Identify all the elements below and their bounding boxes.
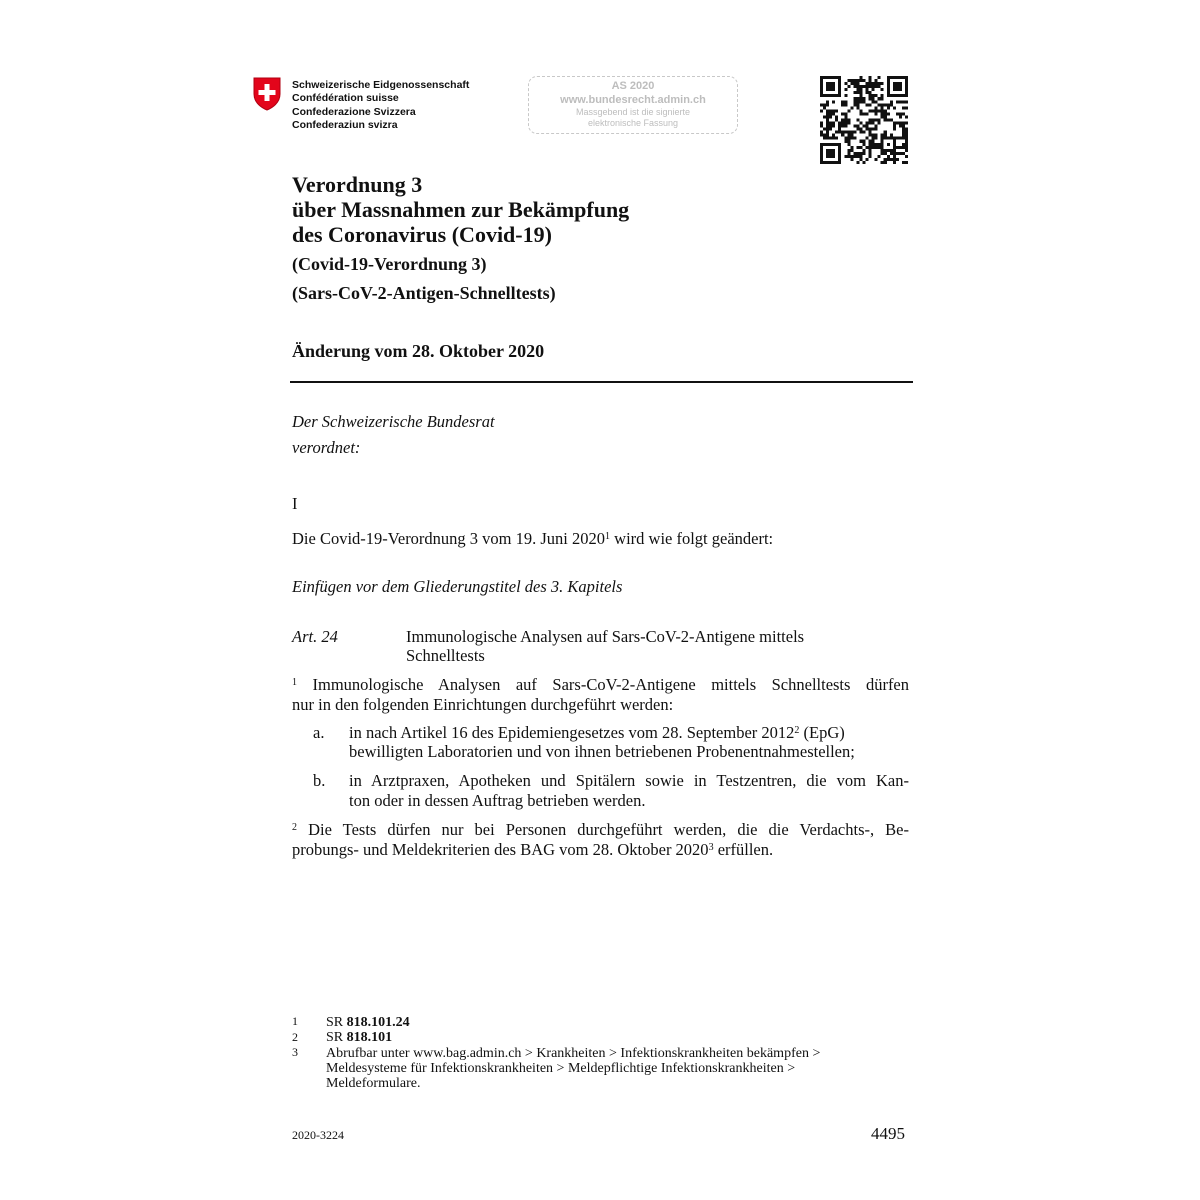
footnote-1-prefix: SR [326,1015,347,1030]
footnote-3-line-3: Meldeformulare. [326,1075,421,1091]
footnote-2-sr-number: 818.101 [346,1030,393,1045]
amendment-date: Änderung vom 28. Oktober 2020 [292,341,545,361]
footnote-ref-1: 1 [605,531,611,542]
paragraph-2 [292,820,909,860]
insertion-instruction: Einfügen vor dem Gliederungstitel des 3. Kapitels [292,577,623,596]
item-a-label: a. [313,723,325,742]
stamp-note2: elektronische Fassung [587,118,679,128]
item-a-text-end: (EpG) [799,723,845,742]
paragraph-2-line-1 [292,820,909,840]
paragraph-1-line-1 [292,675,909,695]
article-title-line-1: Immunologische Analysen auf Sars-CoV-2-Antigene mittels [406,627,805,646]
footnote-3 [326,1047,820,1091]
footnote-1 [326,1016,410,1031]
article-number: Art. 24 [292,627,338,646]
item-a-line-1 [349,723,845,743]
footnote-3-number: 3 [292,1045,298,1059]
footnote-3-line-1: Abrufbar unter www.bag.admin.ch > Krankheiten > Infektionskrankheiten bekämpfen > [326,1046,821,1061]
qr-code-icon [820,76,908,164]
page-number: 4495 [871,1124,905,1143]
item-a-line-2: bewilligten Laboratorien und von ihnen betriebenen Probenentnahmestellen; [349,742,855,761]
paragraph-1-line-2: nur in den folgenden Einrichtungen durchgeführt werden: [292,695,674,714]
swiss-crest-icon [252,76,282,112]
item-a-text: in nach Artikel 16 des Epidemiengesetzes vom 28. September 2012 [349,723,795,742]
title-line-3: des Coronavirus (Covid-19) [292,222,552,247]
paragraph-2-text-2: probungs- und Meldekriterien des BAG vom 28. Oktober 2020 [292,840,709,859]
footnote-3-line-2: Meldesysteme für Infektionskrankheiten > Meldepflichtige Infektionskrankheiten > [326,1060,796,1076]
short-title-topic: (Sars-CoV-2-Antigen-Schnelltests) [292,283,556,303]
title-line-2: über Massnahmen zur Bekämpfung [292,197,630,222]
intro-text: Die Covid-19-Verordnung 3 vom 19. Juni 2020 [292,529,606,548]
confederation-names [292,79,469,133]
official-publication-stamp [528,76,738,134]
stamp-note1: Massgebend ist die signierte [575,107,691,117]
intro-text-end: wird wie folgt geändert: [610,529,774,548]
short-title: (Covid-19-Verordnung 3) [292,254,487,274]
footnote-1-number: 1 [292,1014,298,1028]
title-line-1: Verordnung 3 [292,172,423,197]
item-b-line-2: ton oder in dessen Auftrag betrieben werden. [349,791,646,810]
footnote-1-sr-number: 818.101.24 [346,1015,410,1030]
preamble-verb: verordnet: [292,438,361,457]
item-b-text [349,771,909,811]
footnote-2-number: 2 [292,1030,298,1044]
stamp-url: www.bundesrecht.admin.ch [560,94,706,106]
footnote-ref-3: 3 [708,842,714,853]
footnote-2 [326,1031,392,1046]
stamp-as: AS 2020 [611,80,655,92]
footnote-ref-2: 2 [794,725,800,736]
paragraph-2-number: 2 [292,822,297,833]
paragraph-2-text-end: erfüllen. [713,840,774,859]
confed-rm: Confederaziun svizra [292,119,398,132]
preamble-authority: Der Schweizerische Bundesrat [292,412,495,431]
confed-it: Confederazione Svizzera [292,105,416,118]
paragraph-2-text: Die Tests dürfen nur bei Personen durchgeführt werden, die die Verdachts-, Be- [308,820,910,839]
intro-sentence [292,529,773,549]
footnote-2-prefix: SR [326,1030,347,1045]
section-numeral: I [292,494,298,513]
confed-de: Schweizerische Eidgenossenschaft [292,79,470,91]
document-number: 2020-3224 [292,1128,344,1142]
paragraph-1 [292,675,909,715]
article-title-line-2: Schnelltests [406,646,485,665]
title-rule [290,381,913,383]
document-title [292,172,629,247]
item-b-line-1: in Arztpraxen, Apotheken und Spitälern sowie in Testzentren, die vom Kan- [349,771,909,790]
item-b-label: b. [313,771,326,790]
paragraph-2-line-2 [292,840,773,859]
paragraph-1-number: 1 [292,677,297,688]
paragraph-1-text: Immunologische Analysen auf Sars-CoV-2-Antigene mittels Schnelltests dürfen [312,675,910,694]
confed-fr: Confédération suisse [292,92,399,105]
